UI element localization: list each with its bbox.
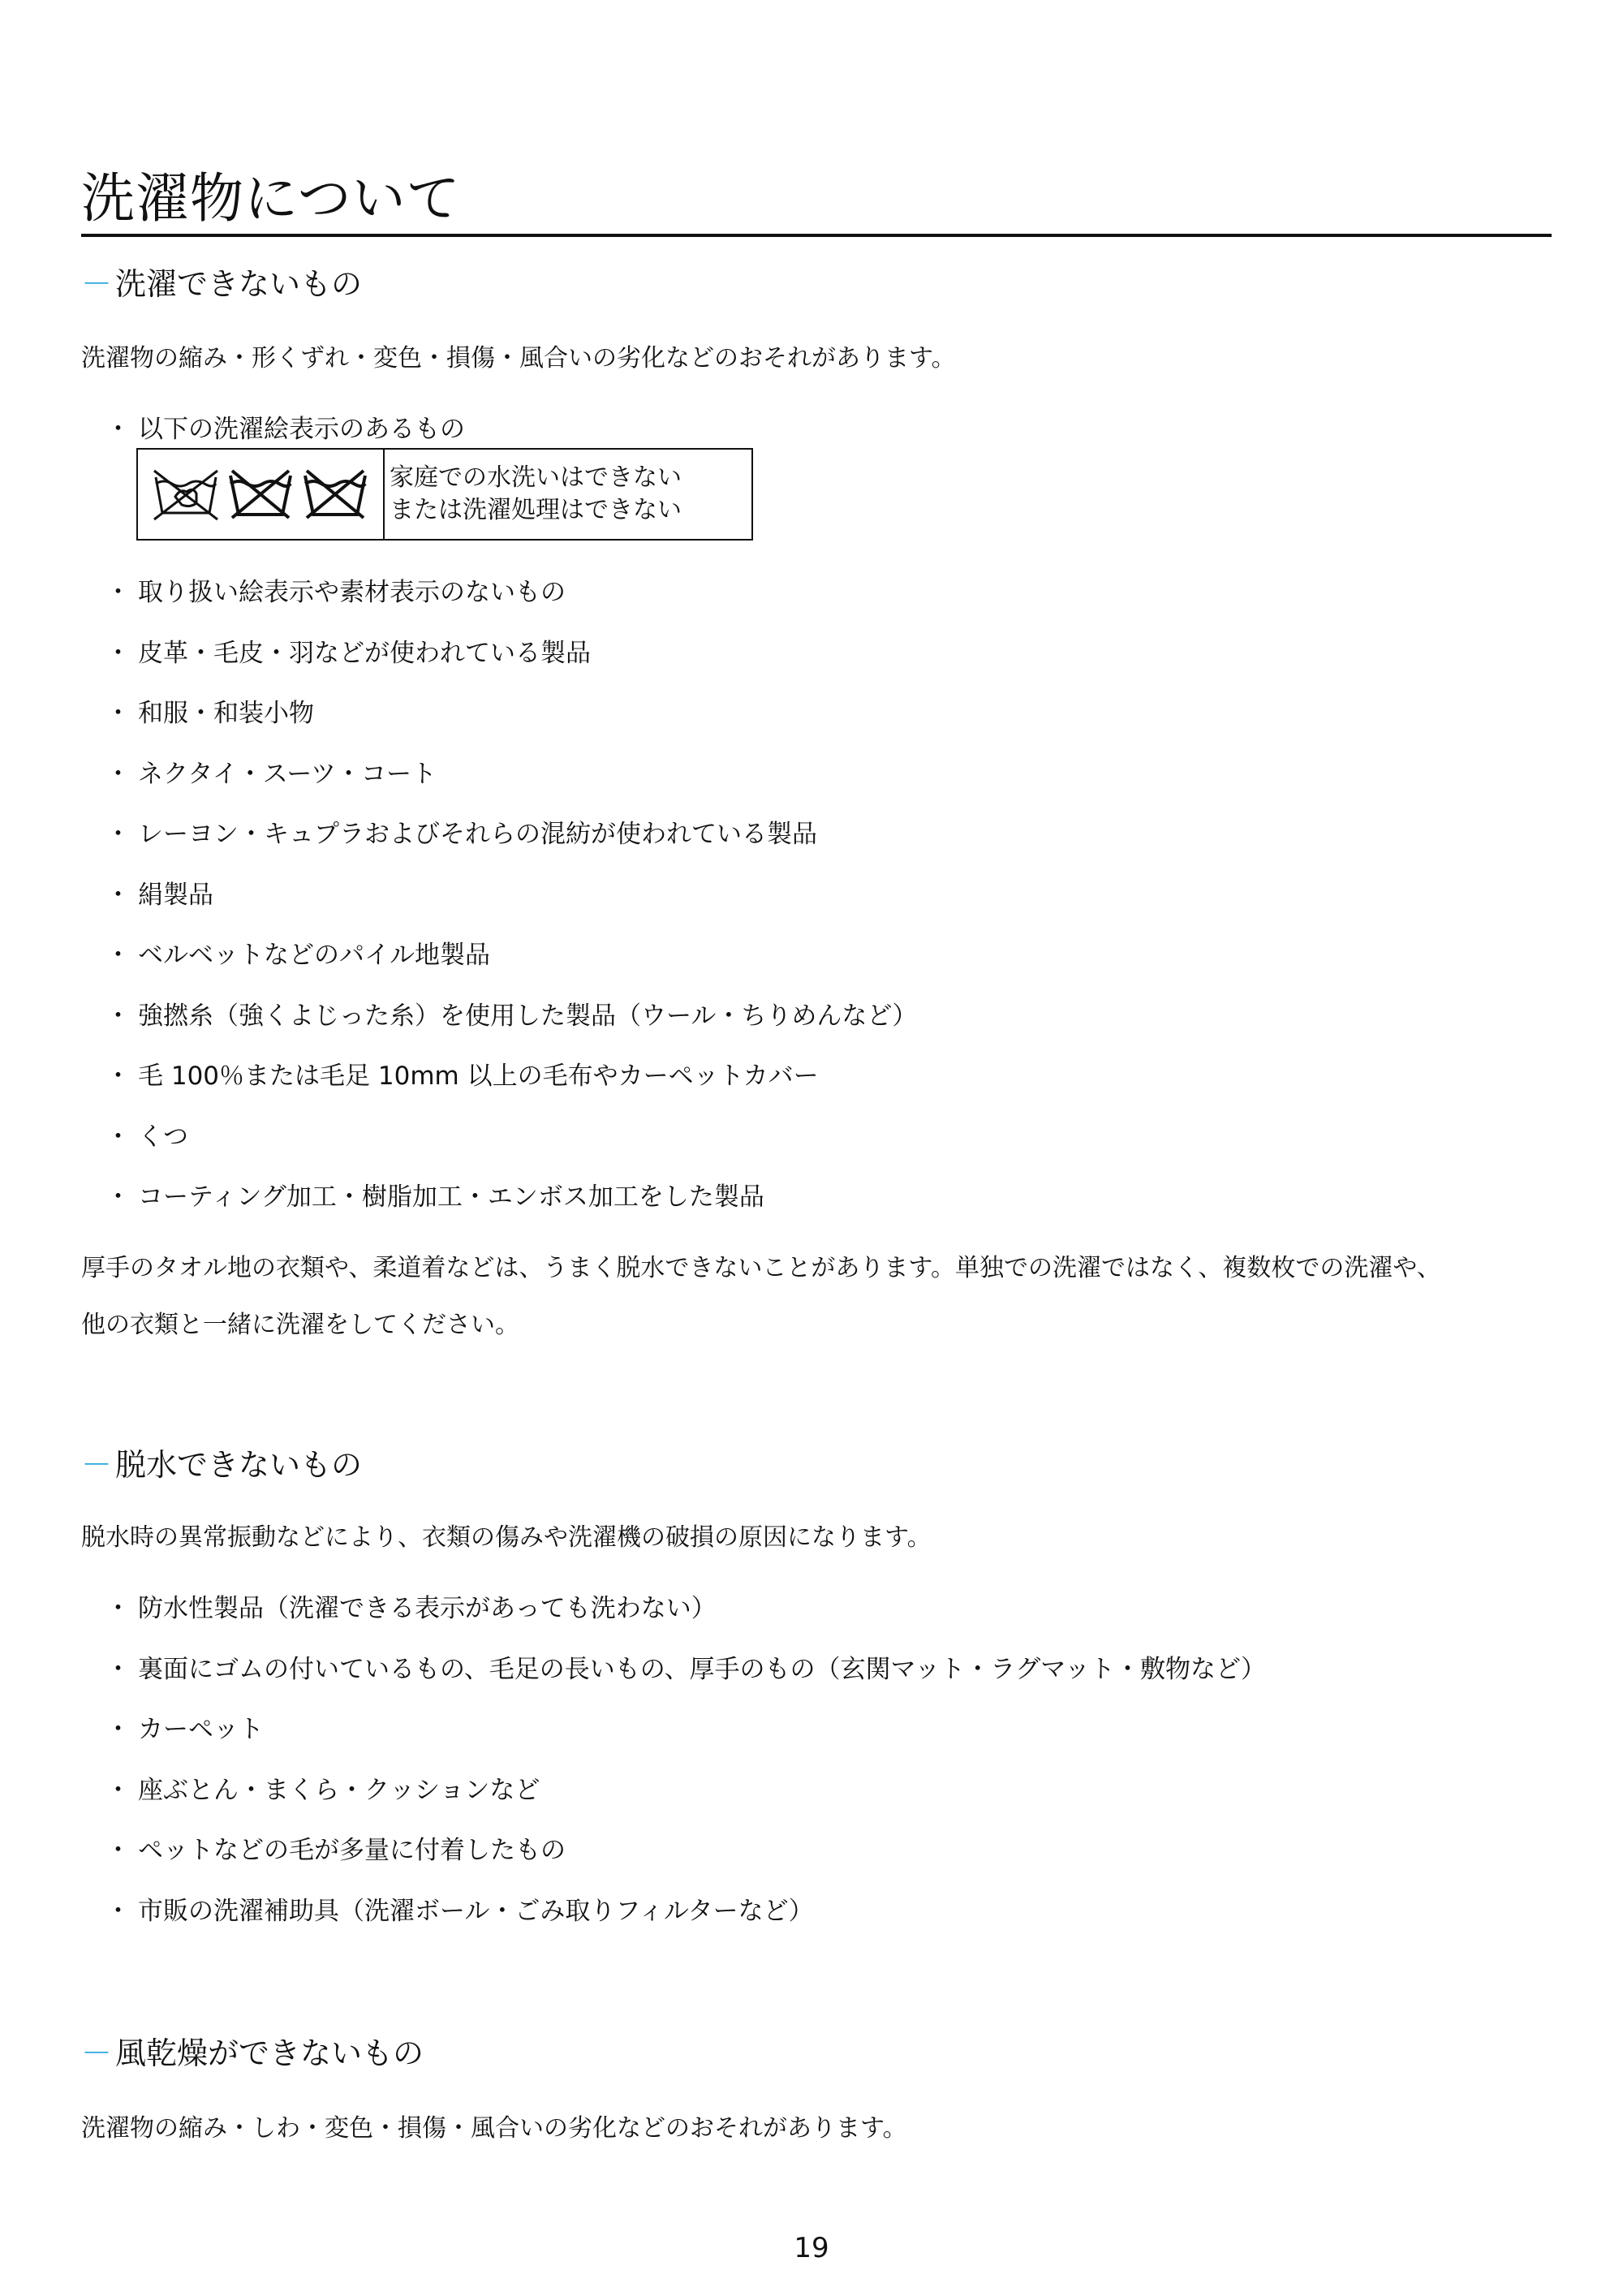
no-spin-list bbox=[105, 1579, 1266, 1941]
list-item: ・ カーペット bbox=[105, 1715, 264, 1744]
heading-text: 脱水できないもの bbox=[115, 1447, 363, 1483]
list-item: ・ 皮革・毛皮・羽などが使われている製品 bbox=[105, 638, 591, 668]
section-heading-no-air-dry bbox=[81, 2033, 424, 2074]
list-item: ・ 強撚糸（強くよじった糸）を使用した製品（ウール・ちりめんなど） bbox=[105, 1001, 918, 1031]
list-item: ・ 和服・和装小物 bbox=[105, 699, 314, 728]
list-item: ・ ベルベットなどのパイル地製品 bbox=[105, 941, 490, 970]
list-item: ・ 絹製品 bbox=[105, 880, 213, 910]
note-line-1: 厚手のタオル地の衣類や、柔道着などは、うまく脱水できないことがあります。単独での洗濯ではなく、複数枚での洗濯や、 bbox=[81, 1254, 1441, 1282]
title-rule bbox=[81, 234, 1552, 237]
list-item: ・ コーティング加工・樹脂加工・エンボス加工をした製品 bbox=[105, 1182, 764, 1212]
care-label-box bbox=[136, 448, 753, 541]
page-title: 洗濯物について bbox=[81, 167, 461, 230]
care-line-1: 家庭での水洗いはできない bbox=[390, 463, 682, 492]
care-line-2: または洗濯処理はできない bbox=[390, 496, 682, 524]
list-item: ・ 毛 100％または毛足 10mm 以上の毛布やカーペットカバー bbox=[105, 1062, 819, 1091]
list-item: ・ 座ぶとん・まくら・クッションなど bbox=[105, 1775, 540, 1805]
section-heading-no-spin bbox=[81, 1445, 362, 1485]
list-item: ・ くつ bbox=[105, 1122, 188, 1152]
no-wash-icon bbox=[300, 466, 370, 523]
list-item: ・ 裏面にゴムの付いているもの、毛足の長いもの、厚手のもの（玄関マット・ラグマット・敷物など） bbox=[105, 1654, 1267, 1684]
heading-text: 洗濯できないもの bbox=[115, 266, 363, 302]
page-number: 19 bbox=[794, 2232, 829, 2264]
no-wash-icon bbox=[226, 466, 295, 523]
no-hand-wash-icon bbox=[151, 466, 221, 523]
heading-dash: － bbox=[81, 1447, 113, 1483]
list-item: ・ 取り扱い絵表示や素材表示のないもの bbox=[105, 578, 566, 607]
heading-text: 風乾燥ができないもの bbox=[115, 2035, 424, 2071]
heading-dash: － bbox=[81, 266, 113, 302]
list-item: ・ ペットなどの毛が多量に付着したもの bbox=[105, 1836, 566, 1865]
care-label-text bbox=[385, 450, 751, 539]
list-item: ・ 防水性製品（洗濯できる表示があっても洗わない） bbox=[105, 1594, 717, 1623]
note-line-2: 他の衣類と一緒に洗濯をしてください。 bbox=[81, 1311, 519, 1339]
section-intro: 脱水時の異常振動などにより、衣類の傷みや洗濯機の破損の原因になります。 bbox=[81, 1523, 932, 1552]
list-item: ・ 市販の洗濯補助具（洗濯ボール・ごみ取りフィルターなど） bbox=[105, 1896, 814, 1926]
care-icons bbox=[138, 450, 385, 539]
section-heading-no-wash bbox=[81, 264, 362, 304]
list-item: ・ ネクタイ・スーツ・コート bbox=[105, 759, 437, 789]
list-item: ・ 以下の洗濯絵表示のあるもの bbox=[105, 399, 465, 460]
heading-dash: － bbox=[81, 2035, 113, 2071]
section-intro: 洗濯物の縮み・形くずれ・変色・損傷・風合いの劣化などのおそれがあります。 bbox=[81, 344, 956, 373]
no-wash-list bbox=[105, 562, 917, 1228]
list-item: ・ レーヨン・キュプラおよびそれらの混紡が使われている製品 bbox=[105, 820, 817, 849]
section-intro: 洗濯物の縮み・しわ・変色・損傷・風合いの劣化などのおそれがあります。 bbox=[81, 2114, 907, 2143]
bullet-dot: ・ bbox=[105, 415, 131, 444]
